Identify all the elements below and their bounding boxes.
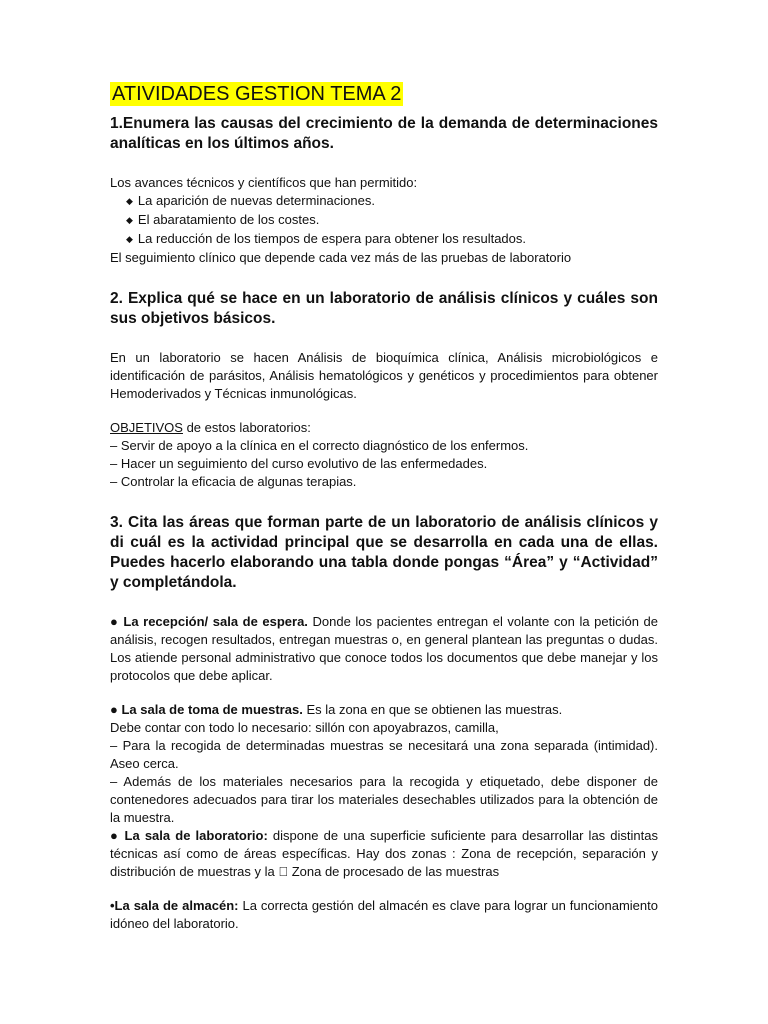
list-item: ◆ La reducción de los tiempos de espera para obtener los resultados. [126,231,526,246]
toma-line: Debe contar con todo lo necesario: sillón con apoyabrazos, camilla, [110,720,499,735]
area-almacen: •La sala de almacén: La correcta gestión del almacén es clave para lograr un funcionamiento idóneo del laboratorio. [110,898,658,931]
document-page [110,82,658,933]
diamond-bullet-icon: ◆ [126,196,133,206]
q1-intro: Los avances técnicos y científicos que han permitido: [110,175,418,190]
q2-objectives-intro: OBJETIVOS de estos laboratorios: [110,420,311,435]
q1-outro: El seguimiento clínico que depende cada vez más de las pruebas de laboratorio [110,250,572,265]
area-recepcion: ● La recepción/ sala de espera. Donde los pacientes entregan el volante con la petición de análisis, recogen resultados, entregan muestras o, en general plantean las preguntas o dudas. Los atiende personal administrativo que conoce todos los documentos que debe manejar y los protocolos que debe aplicar. [110,614,658,683]
objetivos-word: OBJETIVOS [110,420,183,435]
diamond-bullet-icon: ◆ [126,215,133,225]
diamond-bullet-icon: ◆ [126,234,133,244]
document-title: ATIVIDADES GESTION TEMA 2 [112,83,402,105]
objective-item: – Hacer un seguimiento del curso evolutivo de las enfermedades. [110,456,488,471]
objective-item: – Servir de apoyo a la clínica en el correcto diagnóstico de los enfermos. [110,438,529,453]
area-laboratorio: ● La sala de laboratorio: dispone de una superficie suficiente para desarrollar las distintas técnicas así como de áreas específicas. Hay dos zonas : Zona de recepción, separación y distribución de muestras y la ￿ Zona de procesado de las muestras [110,828,658,879]
list-item: ◆ La aparición de nuevas determinaciones. [126,193,375,208]
list-item: ◆ El abaratamiento de los costes. [126,212,320,227]
toma-line: – Además de los materiales necesarios para la recogida y etiquetado, debe disponer de contenedores adecuados para tirar los materiales desechables utilizados para la obtención de la muestra. [110,774,658,825]
question-2-heading: 2. Explica qué se hace en un laboratorio de análisis clínicos y cuáles son sus objetivos básicos. [110,290,658,327]
toma-line: – Para la recogida de determinadas muestras se necesitará una zona separada (intimidad). Aseo cerca. [110,738,658,771]
question-3-heading: 3. Cita las áreas que forman parte de un laboratorio de análisis clínicos y di cuál es la actividad principal que se desarrolla en cada una de ellas. Puedes hacerlo elaborando una tabla donde pongas “Área” y “Actividad” y completándola. [110,514,658,591]
q1-bullet-list [110,192,658,249]
q2-paragraph: En un laboratorio se hacen Análisis de bioquímica clínica, Análisis microbiológicos e identificación de parásitos, Análisis hematológicos y genéticos y procedimientos para obtener Hemoderivados y Técnicas inmunológicas. [110,350,658,401]
objective-item: – Controlar la eficacia de algunas terapias. [110,474,357,489]
question-1-heading: 1.Enumera las causas del crecimiento de la demanda de determinaciones analíticas en los últimos años. [110,115,658,152]
area-toma-muestras: ● La sala de toma de muestras. Es la zona en que se obtienen las muestras. [110,702,563,717]
